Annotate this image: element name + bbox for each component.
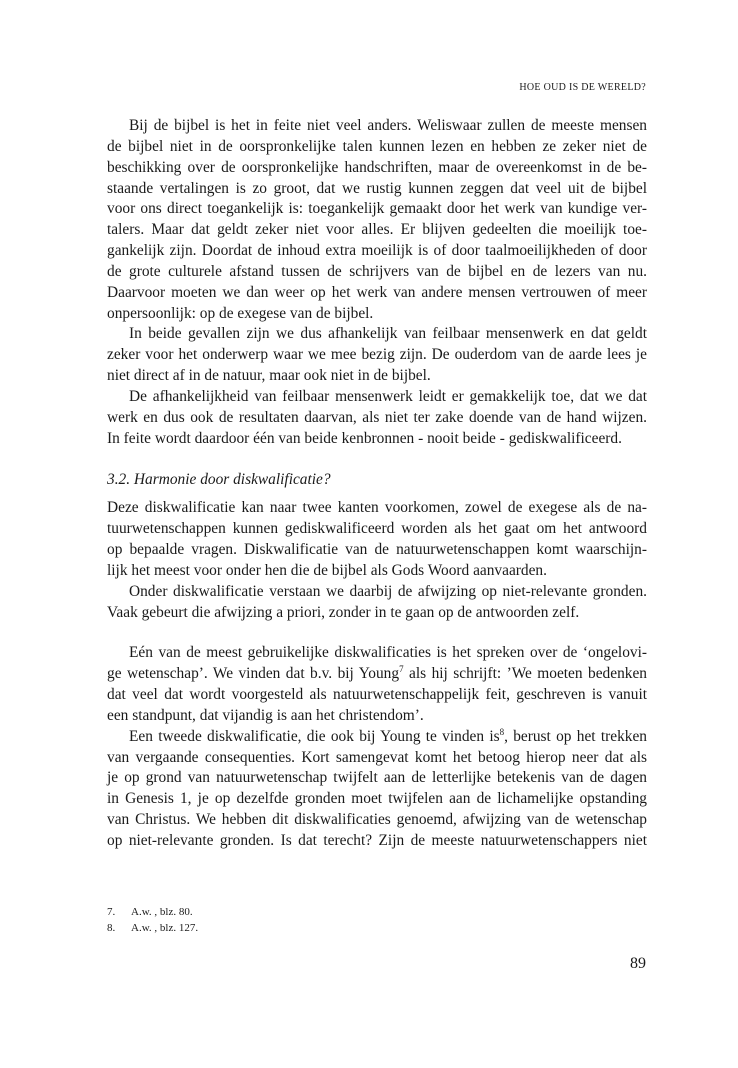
- paragraph-2: [107, 324, 647, 387]
- paragraph-4: [107, 498, 647, 581]
- text-line: tuurwetenschappen kunnen gediskwalificeerd worden als het gaat om het antwoord: [107, 520, 647, 538]
- paragraph-5: [107, 582, 647, 624]
- paragraph-gap: [107, 623, 647, 643]
- text-line: onpersoonlijk: op de exegese van de bijbel.: [107, 304, 374, 322]
- footnote-ref-8[interactable]: 8: [499, 726, 505, 737]
- text-line: Daarvoor moeten we dan weer op het werk van andere mensen vertrouwen of meer: [107, 283, 647, 301]
- text-line: Eén van de meest gebruikelijke diskwalificaties is het spreken over de ‘ongelovi-: [129, 644, 647, 662]
- page-number: 89: [630, 955, 646, 972]
- footnote-text: A.w. , blz. 127.: [131, 922, 199, 934]
- footnote-7: [107, 904, 407, 920]
- paragraph-1: [107, 116, 647, 324]
- text-line: Onder diskwalificatie verstaan we daarbij de afwijzing op niet-relevante gronden.: [129, 582, 647, 600]
- footnote-number: 7.: [107, 906, 116, 918]
- text-line: talers. Maar dat geldt zeker niet voor alles. Er blijven gedeelten die moeilijk toe-: [107, 221, 647, 239]
- footnote-number: 8.: [107, 922, 116, 934]
- text-line: van vergaande consequenties. Kort samengevat komt het betoog hierop neer dat als: [107, 748, 647, 766]
- text-line: van Christus. We hebben dit diskwalificaties genoemd, afwijzing van de wetenschap: [107, 811, 647, 829]
- footnotes: [107, 904, 407, 936]
- text-line: voor ons direct toegankelijk is: toegankelijk gemaakt door het werk van kundige ver-: [107, 200, 647, 218]
- text-line: [107, 664, 647, 685]
- running-header: HOE OUD IS DE WERELD?: [519, 82, 646, 93]
- text-line: op niet-relevante gronden. Is dat terecht? Zijn de meeste natuurwetenschappers niet: [107, 832, 647, 849]
- footnote-8: [107, 920, 407, 936]
- text-line: Deze diskwalificatie kan naar twee kanten voorkomen, zowel de exegese als de na-: [107, 499, 647, 517]
- text-line: je op grond van natuurwetenschap twijfelt aan de letterlijke betekenis van de dagen: [107, 769, 647, 787]
- text-line: staande vertalingen is zo groot, dat we rustig kunnen zeggen dat veel uit de bijbel: [107, 179, 647, 197]
- text-line: op bepaalde vragen. Diskwalificatie van de natuurwetenschappen komt waarschijn-: [107, 541, 647, 559]
- text-segment: als hij schrijft: ’We moeten bedenken: [403, 665, 647, 683]
- paragraph-6: [107, 643, 647, 726]
- text-line: De afhankelijkheid van feilbaar mensenwerk leidt er gemakkelijk toe, dat we dat: [129, 387, 647, 405]
- text-line: [107, 727, 647, 748]
- text-line: zeker voor het onderwerp waar we mee bezig zijn. De ouderdom van de aarde lees je: [107, 346, 647, 364]
- footnote-text: A.w. , blz. 80.: [131, 906, 193, 918]
- text-line: de bijbel niet in de oorspronkelijke talen kunnen lezen en hebben ze zeker niet de: [107, 137, 647, 155]
- text-line: In beide gevallen zijn we dus afhankelijk van feilbaar mensenwerk en dat geldt: [129, 325, 647, 343]
- text-line: werk en dus ook de resultaten daarvan, als niet ter zake doende van de hand wijzen.: [107, 408, 647, 426]
- body-text: [107, 116, 647, 852]
- text-segment: Een tweede diskwalificatie, die ook bij Young te vinden is: [129, 727, 500, 745]
- paragraph-7: [107, 727, 647, 852]
- text-segment: ge wetenschap’. We vinden dat b.v. bij Young: [107, 665, 400, 683]
- text-line: gankelijk zijn. Doordat de inhoud extra moeilijk is of door taalmoeilijkheden of door: [107, 242, 647, 260]
- text-line: niet direct af in de natuur, maar ook niet in de bijbel.: [107, 367, 431, 385]
- text-line: Bij de bijbel is het in feite niet veel anders. Weliswaar zullen de meeste mensen: [129, 117, 647, 134]
- footnote-ref-7[interactable]: 7: [399, 664, 404, 675]
- text-line: dat veel dat wordt voorgesteld als natuurwetenschappelijk feit, geschreven is vanuit: [107, 686, 647, 704]
- section-heading: 3.2. Harmonie door diskwalificatie?: [107, 470, 331, 488]
- text-line: In feite wordt daardoor één van beide kenbronnen - nooit beide - gediskwalificeerd.: [107, 429, 622, 447]
- text-line: een standpunt, dat vijandig is aan het christendom’.: [107, 706, 424, 724]
- text-line: de grote culturele afstand tussen de schrijvers van de bijbel en de lezers van nu.: [107, 262, 647, 280]
- text-segment: , berust op het trekken: [504, 727, 647, 745]
- text-line: in Genesis 1, je op dezelfde gronden moet twijfelen aan de lichamelijke opstanding: [107, 790, 647, 808]
- text-line: beschikking over de oorspronkelijke handschriften, maar de overeenkomst in de be-: [107, 158, 647, 176]
- text-line: Vaak gebeurt die afwijzing a priori, zonder in te gaan op de antwoorden zelf.: [107, 603, 580, 621]
- text-line: lijk het meest voor onder hen die de bijbel als Gods Woord aanvaarden.: [107, 561, 547, 579]
- paragraph-3: [107, 387, 647, 450]
